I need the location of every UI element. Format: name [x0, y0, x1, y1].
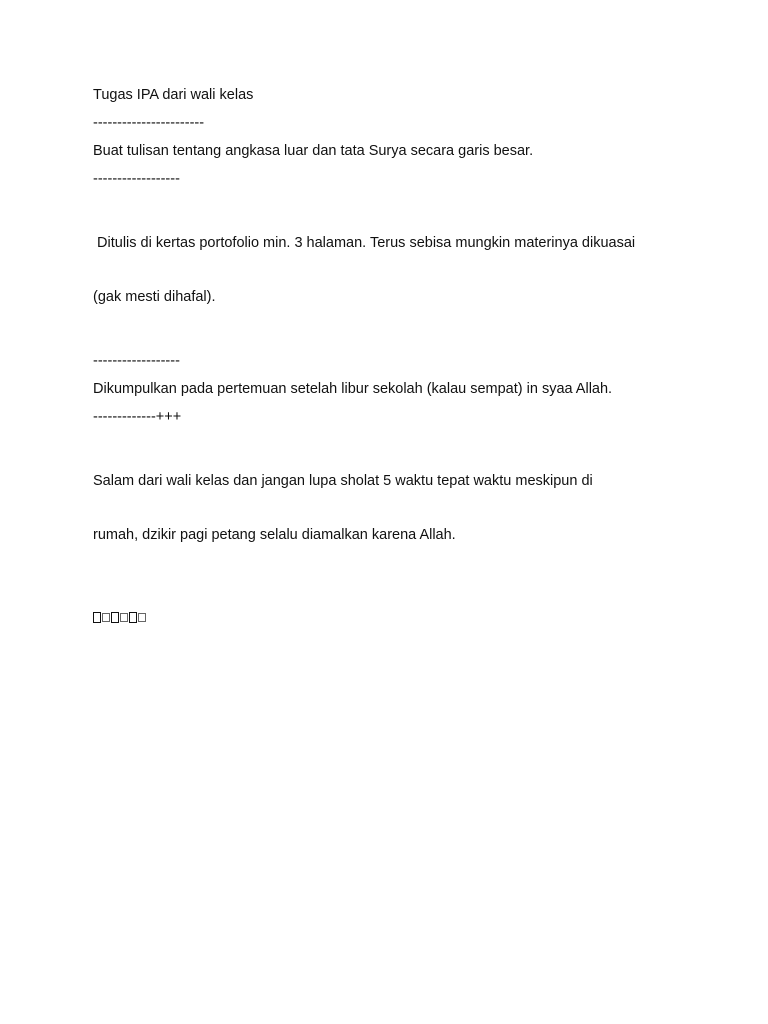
document-body [93, 86, 693, 626]
instruction-paragraph: Buat tulisan tentang angkasa luar dan tata Surya secara garis besar. [93, 143, 534, 159]
paragraph-line: Salam dari wali kelas dan jangan lupa sholat 5 waktu tepat waktu meskipun di [93, 473, 593, 489]
paragraph-line: Ditulis di kertas portofolio min. 3 halaman. Terus sebisa mungkin materinya dikuasai [93, 235, 636, 251]
separator-line: ------------------ [93, 171, 180, 187]
separator-line: ----------------------- [93, 115, 205, 131]
closing-paragraph [93, 436, 693, 580]
document-title: Tugas IPA dari wali kelas [93, 87, 254, 103]
instruction-paragraph [93, 198, 693, 342]
instruction-paragraph: Dikumpulkan pada pertemuan setelah libur sekolah (kalau sempat) in syaa Allah. [93, 381, 613, 397]
missing-glyph-box-icon [138, 613, 146, 622]
paragraph-line: (gak mesti dihafal). [93, 289, 216, 305]
missing-glyph-icon [93, 608, 693, 626]
separator-line: -------------+++ [93, 409, 182, 425]
missing-glyph-box-icon [93, 612, 101, 623]
missing-glyph-box-icon [102, 613, 110, 622]
missing-glyph-box-icon [111, 612, 119, 623]
missing-glyph-box-icon [120, 613, 128, 622]
paragraph-line: rumah, dzikir pagi petang selalu diamalkan karena Allah. [93, 527, 456, 543]
blank-line [93, 580, 693, 608]
separator-line: ------------------ [93, 353, 180, 369]
missing-glyph-box-icon [129, 612, 137, 623]
